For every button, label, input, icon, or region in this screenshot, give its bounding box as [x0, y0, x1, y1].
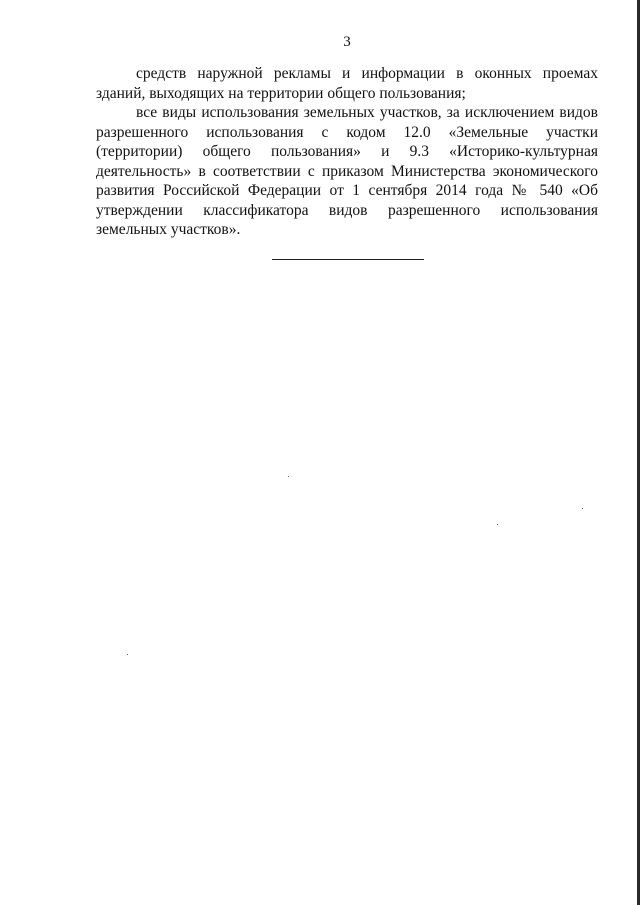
paragraph-land-use-types: все виды использования земельных участков, за исключением видов разрешенного использования с кодом 12.0 «Земельные участки (территории) общего пользования» и 9.3 «Историко-культурная деятельность» в соответствии с приказом Министерства экономического развития Российской Федерации от 1 сентября 2014 года № 540 «Об утверждении классификатора видов разрешенного использования земельных участков». [96, 104, 598, 238]
page-number: 3 [343, 34, 351, 50]
scan-speck [127, 654, 128, 655]
scan-speck [582, 508, 583, 509]
scan-speck [288, 476, 289, 477]
scan-speck [497, 524, 498, 525]
paragraph-outdoor-advertising: средств наружной рекламы и информации в оконных проемах зданий, выходящих на территории общего пользования; [96, 65, 598, 102]
end-separator-line [272, 259, 424, 260]
document-body [96, 64, 598, 240]
